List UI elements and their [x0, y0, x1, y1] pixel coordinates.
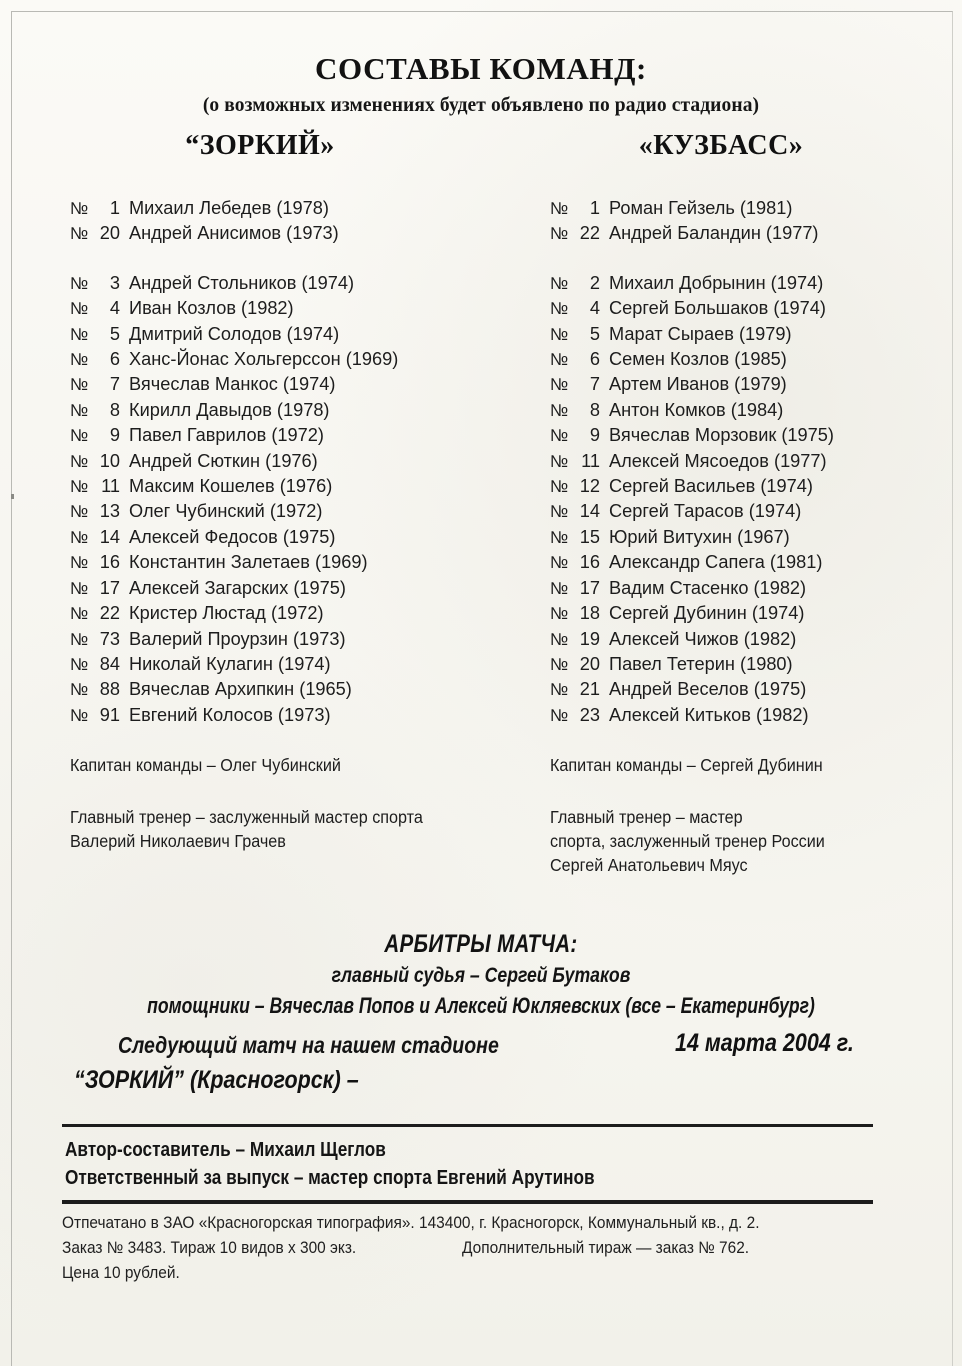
- imprint-price: Цена 10 рублей.: [62, 1263, 180, 1282]
- player-name: Михаил Лебедев (1978): [129, 198, 329, 218]
- player-number: 84: [99, 653, 120, 674]
- player-row: [550, 398, 962, 423]
- player-row: [70, 196, 540, 221]
- player-name: Михаил Добрынин (1974): [609, 272, 824, 293]
- player-number: 22: [99, 603, 120, 624]
- player-number: 18: [579, 603, 600, 624]
- player-row: [550, 652, 962, 677]
- player-row: [550, 423, 962, 448]
- numero-sign: №: [550, 199, 569, 218]
- player-row: [550, 322, 962, 347]
- next-match-date: 14 марта 2004 г.: [675, 1029, 854, 1057]
- player-row: [70, 322, 540, 347]
- player-name: Артем Иванов (1979): [609, 374, 787, 395]
- numero-sign: №: [70, 350, 89, 370]
- player-number: 22: [579, 223, 600, 244]
- player-row: [70, 372, 540, 397]
- away-team-name: «КУЗБАСС»: [638, 130, 804, 161]
- player-name: Иван Козлов (1982): [129, 298, 294, 319]
- numero-sign: №: [70, 199, 89, 218]
- player-row: [70, 474, 540, 499]
- player-number: 17: [579, 577, 600, 598]
- player-row: [70, 296, 540, 321]
- next-match-teams: “ЗОРКИЙ” (Красногорск) –: [74, 1066, 359, 1094]
- player-row: [550, 372, 962, 397]
- player-name: Роман Гейзель (1981): [609, 198, 793, 218]
- numero-sign: №: [70, 273, 89, 293]
- numero-sign: №: [70, 451, 89, 471]
- player-row: [550, 703, 962, 728]
- player-name: Андрей Анисимов (1973): [129, 223, 339, 244]
- player-name: Антон Комков (1984): [609, 399, 784, 420]
- imprint-printer: Отпечатано в ЗАО «Красногорская типография». 143400, г. Красногорск, Коммунальный кв., д. 2.: [62, 1213, 760, 1232]
- player-row: [550, 296, 962, 321]
- player-name: Евгений Колосов (1973): [129, 704, 331, 725]
- numero-sign: №: [70, 654, 89, 674]
- player-name: Павел Гаврилов (1972): [129, 425, 324, 446]
- player-row: [70, 677, 540, 702]
- player-name: Юрий Витухин (1967): [609, 526, 790, 547]
- numero-sign: №: [550, 375, 569, 395]
- player-row: [70, 601, 540, 626]
- numero-sign: №: [550, 705, 569, 725]
- player-row: [70, 423, 540, 448]
- player-number: 8: [109, 399, 120, 420]
- player-number: 10: [99, 450, 120, 471]
- roster-group-gap: [70, 247, 540, 271]
- player-number: 2: [589, 272, 600, 293]
- home-goalkeepers: [70, 196, 540, 247]
- roster-group-gap: [550, 247, 962, 271]
- player-name: Вячеслав Морзовик (1975): [609, 425, 834, 446]
- player-number: 4: [589, 298, 600, 319]
- numero-sign: №: [70, 629, 89, 649]
- staff-text-line: Валерий Николаевич Грачев: [70, 831, 286, 851]
- page-title: СОСТАВЫ КОМАНД:: [315, 51, 647, 86]
- player-row: [70, 449, 540, 474]
- player-number: 21: [579, 679, 600, 700]
- player-row: [70, 525, 540, 550]
- player-name: Кирилл Давыдов (1978): [129, 399, 330, 420]
- assistant-referees: помощники – Вячеслав Попов и Алексей Юкляевских (все – Екатеринбург): [147, 992, 815, 1018]
- numero-sign: №: [550, 502, 569, 522]
- numero-sign: №: [70, 426, 89, 446]
- player-number: 19: [579, 628, 600, 649]
- away-field-players: [550, 271, 962, 728]
- player-number: 1: [109, 198, 120, 218]
- home-coach: [70, 805, 540, 853]
- numero-sign: №: [70, 299, 89, 319]
- player-number: 15: [579, 526, 600, 547]
- player-name: Алексей Загарских (1975): [129, 577, 346, 598]
- player-row: [550, 474, 962, 499]
- numero-sign: №: [70, 705, 89, 725]
- player-row: [550, 347, 962, 372]
- staff-text-line: Главный тренер – заслуженный мастер спорта: [70, 807, 423, 827]
- player-name: Марат Сыраев (1979): [609, 323, 792, 344]
- player-row: [550, 449, 962, 474]
- credit-editor: Ответственный за выпуск – мастер спорта Евгений Арутинов: [65, 1167, 595, 1189]
- player-name: Андрей Веселов (1975): [609, 679, 807, 700]
- player-name: Алексей Федосов (1975): [129, 526, 336, 547]
- away-captain: Капитан команды – Сергей Дубинин: [550, 755, 823, 775]
- credits-body: [62, 1127, 873, 1200]
- player-row: [70, 703, 540, 728]
- player-number: 11: [581, 450, 600, 471]
- page-subtitle: (о возможных изменениях будет объявлено по радио стадиона): [202, 95, 760, 117]
- player-number: 12: [579, 476, 600, 497]
- player-name: Андрей Сюткин (1976): [129, 450, 318, 471]
- player-name: Кристер Люстад (1972): [129, 603, 324, 624]
- numero-sign: №: [550, 426, 569, 446]
- numero-sign: №: [70, 502, 89, 522]
- numero-sign: №: [550, 629, 569, 649]
- player-number: 14: [99, 526, 120, 547]
- player-row: [550, 550, 962, 575]
- head-referee: главный судья – Сергей Бутаков: [331, 963, 631, 987]
- player-name: Алексей Чижов (1982): [609, 628, 797, 649]
- player-name: Александр Сапега (1981): [609, 552, 823, 573]
- player-row: [550, 601, 962, 626]
- player-name: Павел Тетерин (1980): [609, 653, 793, 674]
- player-row: [550, 677, 962, 702]
- player-row: [550, 499, 962, 524]
- player-row: [70, 652, 540, 677]
- imprint-extra-run: Дополнительный тираж — заказ № 762.: [462, 1238, 750, 1257]
- home-field-players: [70, 271, 540, 728]
- staff-text-line: Главный тренер – мастер: [550, 807, 743, 827]
- player-row: [70, 550, 540, 575]
- referees: [0, 930, 962, 1019]
- numero-sign: №: [550, 324, 569, 344]
- numero-sign: №: [550, 553, 569, 573]
- away-goalkeepers: [550, 196, 962, 247]
- player-number: 91: [99, 704, 120, 725]
- numero-sign: №: [70, 324, 89, 344]
- player-number: 1: [589, 198, 600, 218]
- away-staff: [550, 753, 950, 877]
- player-number: 14: [579, 501, 600, 522]
- credit-author: Автор-составитель – Михаил Щеглов: [65, 1139, 386, 1161]
- player-name: Константин Залетаев (1969): [129, 552, 368, 573]
- numero-sign: №: [550, 451, 569, 471]
- player-number: 23: [579, 704, 600, 725]
- numero-sign: №: [550, 578, 569, 598]
- numero-sign: №: [550, 273, 569, 293]
- player-name: Андрей Стольников (1974): [129, 272, 355, 293]
- player-name: Андрей Баландин (1977): [609, 223, 819, 244]
- player-row: [550, 221, 962, 246]
- numero-sign: №: [550, 299, 569, 319]
- player-row: [70, 347, 540, 372]
- credits-rule-bottom: [62, 1200, 873, 1204]
- player-name: Сергей Тарасов (1974): [609, 501, 802, 522]
- player-name: Ханс-Йонас Хольгерссон (1969): [129, 349, 399, 370]
- player-name: Максим Кошелев (1976): [129, 476, 333, 497]
- player-row: [550, 627, 962, 652]
- player-name: Валерий Проурзин (1973): [129, 628, 346, 649]
- imprint-order-row: [62, 1235, 942, 1260]
- player-row: [70, 221, 540, 246]
- team-name-row: [0, 130, 962, 170]
- staff-text-line: спорта, заслуженный тренер России: [550, 831, 825, 851]
- player-row: [70, 627, 540, 652]
- player-number: 73: [99, 628, 120, 649]
- player-number: 13: [99, 501, 120, 522]
- imprint: [62, 1210, 942, 1285]
- numero-sign: №: [550, 400, 569, 420]
- numero-sign: №: [550, 350, 569, 370]
- player-name: Алексей Китьков (1982): [609, 704, 809, 725]
- imprint-order: Заказ № 3483. Тираж 10 видов х 300 экз.: [62, 1238, 357, 1257]
- player-number: 6: [589, 349, 600, 370]
- player-number: 16: [579, 552, 600, 573]
- next-match-label: Следующий матч на нашем стадионе: [118, 1032, 499, 1058]
- credits: [62, 1124, 873, 1204]
- referees-title: АРБИТРЫ МАТЧА:: [384, 930, 578, 958]
- player-name: Олег Чубинский (1972): [129, 501, 323, 522]
- player-row: [550, 576, 962, 601]
- player-number: 5: [589, 323, 600, 344]
- numero-sign: №: [70, 375, 89, 395]
- player-name: Дмитрий Солодов (1974): [129, 323, 340, 344]
- player-name: Сергей Большаков (1974): [609, 298, 826, 319]
- player-number: 9: [109, 425, 120, 446]
- player-number: 20: [579, 653, 600, 674]
- numero-sign: №: [70, 680, 89, 700]
- player-number: 88: [99, 679, 120, 700]
- numero-sign: №: [550, 654, 569, 674]
- header: [0, 52, 962, 117]
- numero-sign: №: [70, 400, 89, 420]
- staff-text-line: Сергей Анатольевич Мяус: [550, 855, 748, 875]
- player-number: 4: [109, 298, 120, 319]
- player-name: Семен Козлов (1985): [609, 349, 787, 370]
- player-name: Вячеслав Манкос (1974): [129, 374, 336, 395]
- player-row: [70, 576, 540, 601]
- player-number: 7: [109, 374, 120, 395]
- player-number: 3: [109, 272, 120, 293]
- player-number: 5: [109, 323, 120, 344]
- player-name: Сергей Дубинин (1974): [609, 603, 805, 624]
- home-roster: [70, 196, 540, 728]
- numero-sign: №: [550, 527, 569, 547]
- numero-sign: №: [550, 224, 569, 244]
- player-row: [550, 271, 962, 296]
- player-name: Вадим Стасенко (1982): [609, 577, 807, 598]
- player-number: 9: [589, 425, 600, 446]
- player-name: Алексей Мясоедов (1977): [609, 450, 827, 471]
- numero-sign: №: [70, 527, 89, 547]
- numero-sign: №: [70, 604, 89, 624]
- player-row: [550, 525, 962, 550]
- numero-sign: №: [70, 578, 89, 598]
- player-name: Вячеслав Архипкин (1965): [129, 679, 352, 700]
- player-number: 7: [589, 374, 600, 395]
- player-number: 6: [109, 349, 120, 370]
- player-row: [550, 196, 962, 221]
- home-team-name: “ЗОРКИЙ»: [185, 130, 335, 161]
- player-row: [70, 271, 540, 296]
- numero-sign: №: [70, 553, 89, 573]
- staff-gap: [550, 777, 950, 805]
- numero-sign: №: [70, 477, 89, 497]
- away-roster: [550, 196, 962, 728]
- staff-gap: [70, 777, 540, 805]
- player-number: 8: [589, 399, 600, 420]
- player-name: Николай Кулагин (1974): [129, 653, 331, 674]
- numero-sign: №: [550, 477, 569, 497]
- numero-sign: №: [550, 604, 569, 624]
- home-staff: [70, 753, 540, 853]
- player-number: 20: [99, 223, 120, 244]
- player-name: Сергей Васильев (1974): [609, 476, 813, 497]
- home-captain: Капитан команды – Олег Чубинский: [70, 755, 341, 775]
- away-coach: [550, 805, 950, 877]
- player-row: [70, 398, 540, 423]
- numero-sign: №: [550, 680, 569, 700]
- player-row: [70, 499, 540, 524]
- player-number: 16: [99, 552, 120, 573]
- numero-sign: №: [70, 224, 89, 244]
- player-number: 17: [99, 577, 120, 598]
- player-number: 11: [101, 476, 120, 497]
